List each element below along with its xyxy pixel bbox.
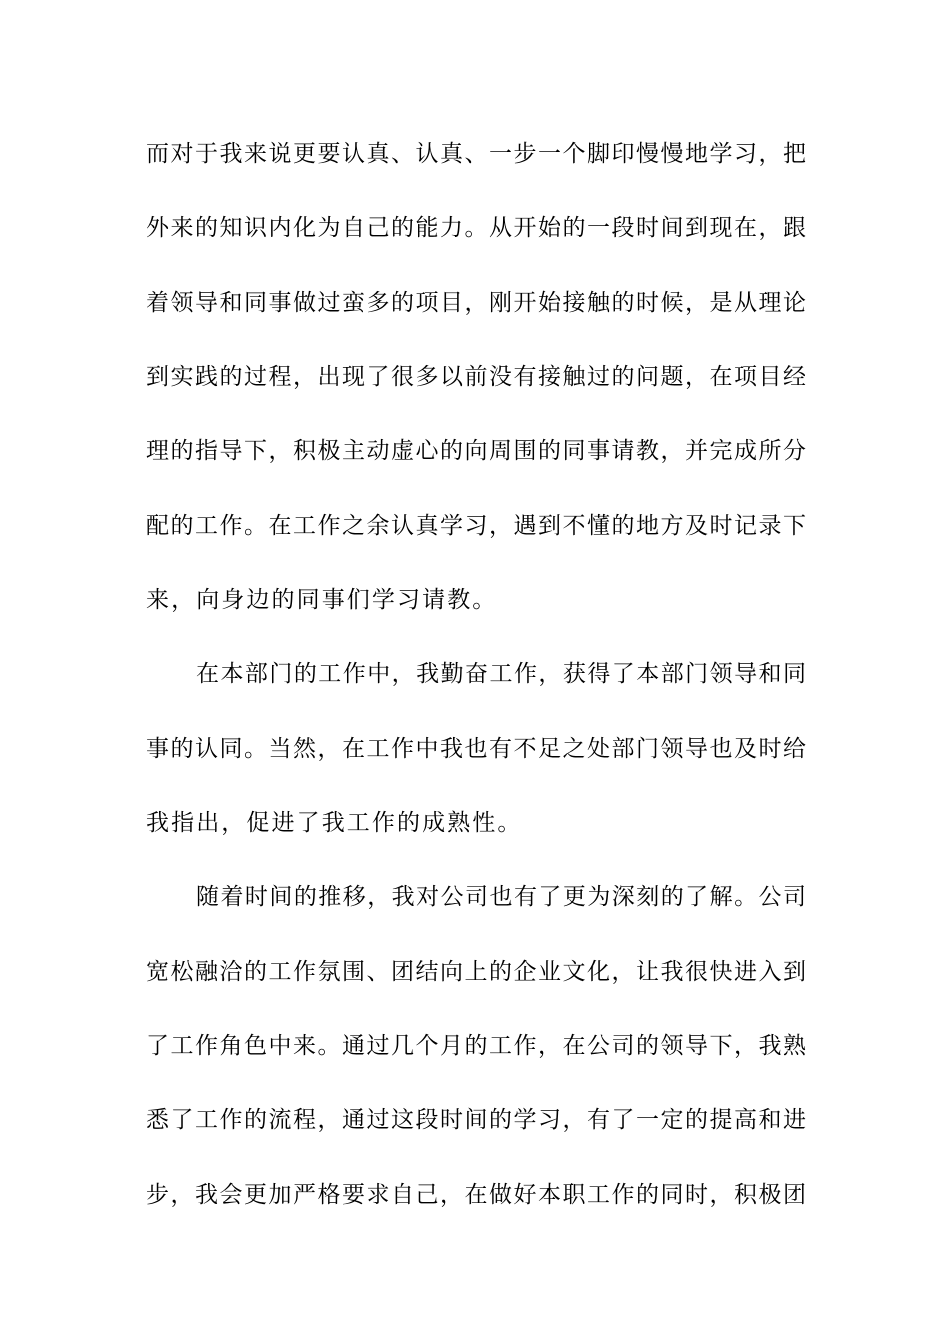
text-line: 悉了工作的流程，通过这段时间的学习，有了一定的提高和进 <box>146 1107 806 1133</box>
text-line: 了工作角色中来。通过几个月的工作，在公司的领导下，我熟 <box>146 1033 806 1059</box>
text-line: 外来的知识内化为自己的能力。从开始的一段时间到现在，跟 <box>146 215 806 241</box>
text-line: 宽松融洽的工作氛围、团结向上的企业文化，让我很快进入到 <box>146 959 806 985</box>
text-line: 而对于我来说更要认真、认真、一步一个脚印慢慢地学习，把 <box>146 141 806 167</box>
paragraph-first-line: 随着时间的推移，我对公司也有了更为深刻的了解。公司 <box>196 884 806 910</box>
paragraph-first-line: 在本部门的工作中，我勤奋工作，获得了本部门领导和同 <box>196 661 806 687</box>
text-line: 来，向身边的同事们学习请教。 <box>146 587 498 613</box>
text-line: 事的认同。当然，在工作中我也有不足之处部门领导也及时给 <box>146 736 806 762</box>
text-line: 步，我会更加严格要求自己，在做好本职工作的同时，积极团 <box>146 1182 806 1208</box>
text-line: 到实践的过程，出现了很多以前没有接触过的问题，在项目经 <box>146 364 806 390</box>
text-line: 着领导和同事做过蛮多的项目，刚开始接触的时候，是从理论 <box>146 290 806 316</box>
text-line: 配的工作。在工作之余认真学习，遇到不懂的地方及时记录下 <box>146 513 806 539</box>
text-line: 理的指导下，积极主动虚心的向周围的同事请教，并完成所分 <box>146 438 806 464</box>
text-line: 我指出，促进了我工作的成熟性。 <box>146 810 523 836</box>
